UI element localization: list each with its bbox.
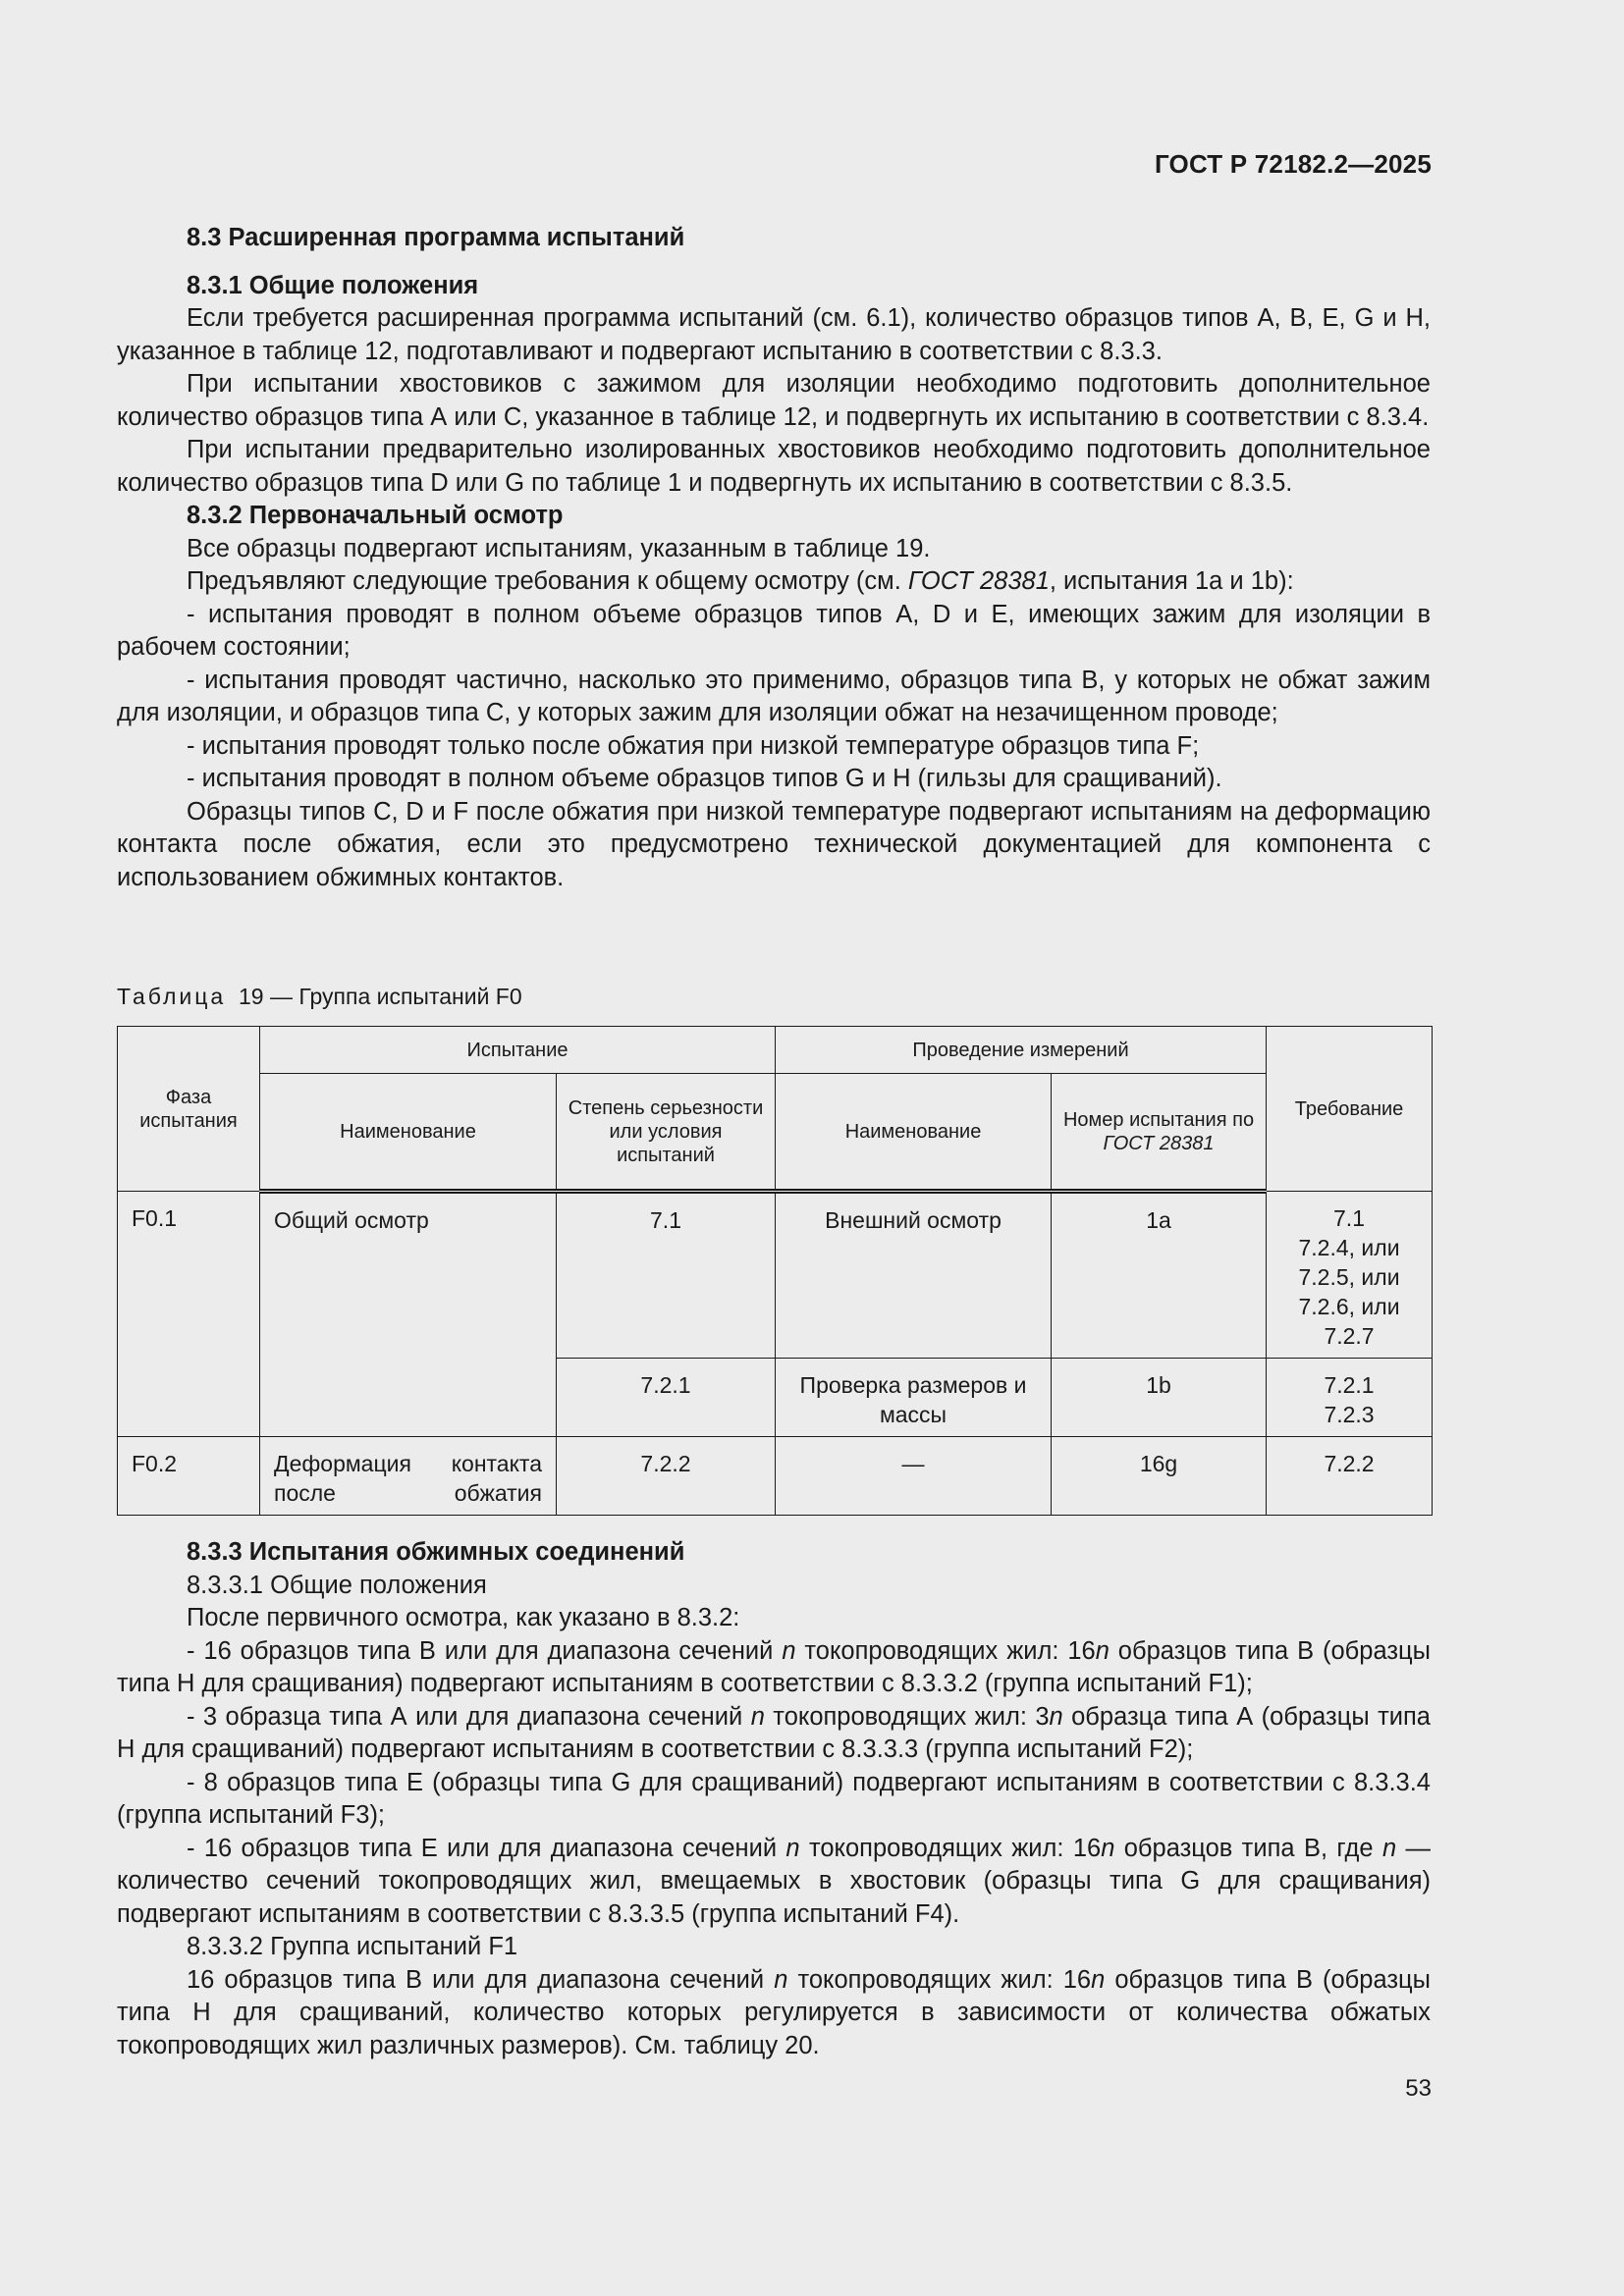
document-id-header: ГОСТ Р 72182.2—2025 bbox=[1154, 149, 1432, 179]
cell-phase: F0.1 bbox=[118, 1192, 260, 1437]
cell-measure: — bbox=[776, 1437, 1052, 1516]
cell-measure: Проверка размеров и массы bbox=[776, 1359, 1052, 1437]
header-measure-name: Наименование bbox=[776, 1074, 1052, 1192]
cell-severity: 7.2.1 bbox=[557, 1359, 776, 1437]
subheading-8-3-3-2: 8.3.3.2 Группа испытаний F1 bbox=[187, 1933, 518, 1960]
list-item: - 3 образца типа А или для диапазона сечений n токопроводящих жил: 3n образца типа А (образцы типа Н для сращиваний) подвергают испытаниям в соответствии с 8.3.3.3 (группа испытаний F2); bbox=[117, 1702, 1431, 1763]
list-item: - 8 образцов типа Е (образцы типа G для сращиваний) подвергают испытаниям в соответствии с 8.3.3.4 (группа испытаний F3); bbox=[117, 1768, 1431, 1829]
heading-8-3: 8.3 Расширенная программа испытаний bbox=[187, 224, 685, 251]
heading-8-3-3: 8.3.3 Испытания обжимных соединений bbox=[187, 1538, 685, 1566]
heading-8-3-2: 8.3.2 Первоначальный осмотр bbox=[187, 502, 564, 529]
table-row bbox=[118, 1192, 1433, 1359]
cell-test: Деформация контакта после обжатия bbox=[260, 1437, 557, 1516]
header-phase: Фаза испытания bbox=[118, 1027, 260, 1192]
header-test-number: Номер испытания по ГОСТ 28381 bbox=[1052, 1074, 1267, 1192]
section-8-3 bbox=[117, 222, 1431, 894]
cell-severity: 7.2.2 bbox=[557, 1437, 776, 1516]
subheading-8-3-3-1: 8.3.3.1 Общие положения bbox=[187, 1571, 487, 1599]
section-8-3-3 bbox=[117, 1536, 1431, 2062]
paragraph: Предъявляют следующие требования к общему осмотру (см. ГОСТ 28381, испытания 1a и 1b): bbox=[187, 567, 1294, 595]
standard-reference: ГОСТ 28381 bbox=[907, 567, 1050, 595]
paragraph: При испытании хвостовиков с зажимом для изоляции необходимо подготовить дополнительное количество образцов типа А или С, указанное в таблице 12, и подвергнуть их испытанию в соответствии с 8.3.4. bbox=[117, 370, 1431, 431]
cell-test: Общий осмотр bbox=[260, 1192, 557, 1437]
paragraph: Образцы типов С, D и F после обжатия при низкой температуре подвергают испытаниям на деформацию контакта после обжатия, если это предусмотрено технической документацией для компонента с использованием обжимных контактов. bbox=[117, 797, 1431, 891]
cell-test-number: 1b bbox=[1052, 1359, 1267, 1437]
header-severity: Степень серьезности или условия испытаний bbox=[557, 1074, 776, 1192]
cell-test-number: 1a bbox=[1052, 1192, 1267, 1359]
paragraph: После первичного осмотра, как указано в 8.3.2: bbox=[187, 1604, 740, 1631]
header-test-group: Испытание bbox=[260, 1027, 776, 1074]
table-row bbox=[118, 1437, 1433, 1516]
list-item: - 16 образцов типа Е или для диапазона сечений n токопроводящих жил: 16n образцов типа В, где n — количество сечений токопроводящих жил, вмещаемых в хвостовик (образцы типа G для сращивания) подвергают испытаниям в соответствии с 8.3.3.5 (группа испытаний F4). bbox=[117, 1834, 1431, 1928]
paragraph: При испытании предварительно изолированных хвостовиков необходимо подготовить дополнительное количество образцов типа D или G по таблице 1 и подвергнуть их испытанию в соответствии с 8.3.5. bbox=[117, 436, 1431, 497]
cell-test-number: 16g bbox=[1052, 1437, 1267, 1516]
paragraph: Если требуется расширенная программа испытаний (см. 6.1), количество образцов типов А, В, Е, G и Н, указанное в таблице 12, подготавливают и подвергают испытанию в соответствии с 8.3.3. bbox=[117, 304, 1431, 365]
paragraph: Все образцы подвергают испытаниям, указанным в таблице 19. bbox=[187, 534, 931, 562]
list-item: - испытания проводят частично, насколько это применимо, образцов типа В, у которых не обжат зажим для изоляции, и образцов типа С, у которых зажим для изоляции обжат на незачищенном проводе; bbox=[117, 666, 1431, 726]
cell-measure: Внешний осмотр bbox=[776, 1192, 1052, 1359]
cell-severity: 7.1 bbox=[557, 1192, 776, 1359]
cell-requirement: 7.1 7.2.4, или 7.2.5, или 7.2.6, или 7.2.7 bbox=[1267, 1192, 1433, 1359]
header-measure-group: Проведение измерений bbox=[776, 1027, 1267, 1074]
list-item: - испытания проводят в полном объеме образцов типов А, D и Е, имеющих зажим для изоляции в рабочем состоянии; bbox=[117, 600, 1431, 661]
header-test-name: Наименование bbox=[260, 1074, 557, 1192]
header-requirement: Требование bbox=[1267, 1027, 1433, 1192]
table-19 bbox=[117, 1026, 1433, 1516]
paragraph: 16 образцов типа В или для диапазона сечений n токопроводящих жил: 16n образцов типа В (образцы типа Н для сращиваний, количество которых регулируется в зависимости от количества обжатых токопроводящих жил различных размеров). См. таблицу 20. bbox=[117, 1965, 1431, 2059]
cell-requirement: 7.2.2 bbox=[1267, 1437, 1433, 1516]
heading-8-3-1: 8.3.1 Общие положения bbox=[187, 271, 479, 299]
list-item: - 16 образцов типа В или для диапазона сечений n токопроводящих жил: 16n образцов типа В (образцы типа Н для сращивания) подвергают испытаниям в соответствии с 8.3.3.2 (группа испытаний F1); bbox=[117, 1636, 1431, 1697]
list-item: - испытания проводят только после обжатия при низкой температуре образцов типа F; bbox=[187, 731, 1200, 760]
list-item: - испытания проводят в полном объеме образцов типов G и Н (гильзы для сращиваний). bbox=[187, 765, 1222, 792]
page-number: 53 bbox=[1405, 2075, 1432, 2102]
table-caption: Таблица 19 — Группа испытаний F0 bbox=[117, 984, 522, 1009]
cell-requirement: 7.2.1 7.2.3 bbox=[1267, 1359, 1433, 1437]
cell-phase: F0.2 bbox=[118, 1437, 260, 1516]
